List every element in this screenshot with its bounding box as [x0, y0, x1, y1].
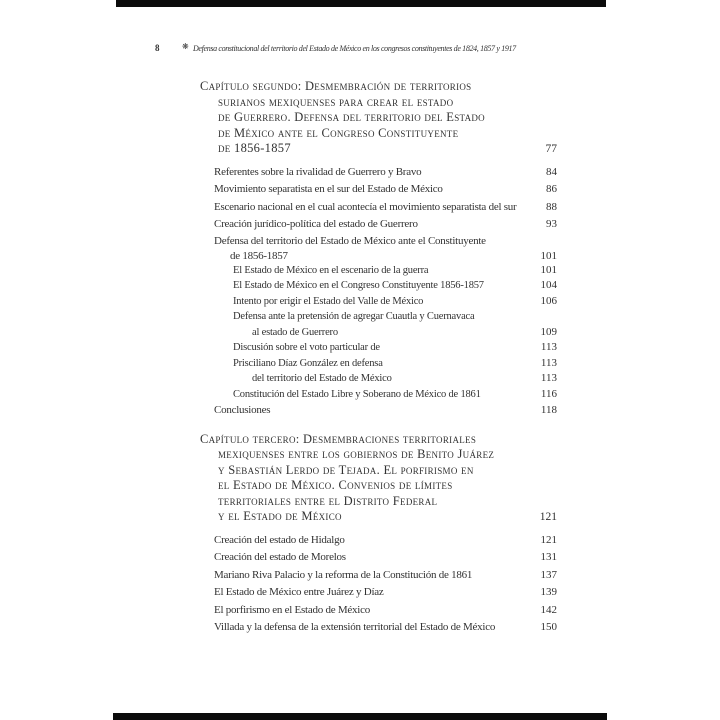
running-header: [155, 42, 595, 56]
toc-entry: [200, 325, 557, 341]
toc-entry-page-number: 104: [540, 279, 557, 291]
toc-chapter-heading-line: [200, 126, 557, 142]
toc-entry-page-number: 121: [540, 533, 557, 546]
toc-entry-text: Intento por erigir el Estado del Valle de México: [233, 295, 424, 307]
toc-chapter-heading-line-text: y el Estado de México: [218, 509, 342, 523]
toc-entry-page-number: 139: [540, 586, 557, 598]
toc-entry-text: El Estado de México en el escenario de la guerra: [233, 264, 429, 276]
toc-entry-text: Conclusiones: [214, 404, 271, 416]
toc-entry: [200, 549, 557, 567]
toc-entry-page-number: 113: [540, 356, 557, 369]
toc-entry-text: Villada y la defensa de la extensión territorial del Estado de México: [214, 621, 496, 633]
toc-chapter-heading-line: [200, 141, 557, 158]
toc-chapter-heading-line: [200, 478, 557, 494]
toc-entry-page-number: 113: [540, 372, 557, 384]
toc-entry: [200, 356, 557, 372]
toc-entry-page-number: 88: [546, 200, 557, 213]
toc-chapter-heading-line: [200, 494, 557, 510]
toc-entry-text: Movimiento separatista en el sur del Estado de México: [214, 183, 443, 195]
running-head-title: Defensa constitucional del territorio del Estado de México en los congresos constituyentes de 1824, 1857 y 1917: [193, 44, 516, 53]
toc-entry-text: El Estado de México entre Juárez y Díaz: [214, 586, 384, 598]
toc-entry-page-number: 101: [540, 263, 557, 276]
toc-entry-text: Escenario nacional en el cual acontecía el movimiento separatista del sur: [214, 200, 517, 213]
toc-entry-page-number: 118: [540, 404, 557, 416]
toc-chapter-heading-line: [200, 95, 557, 111]
toc-entry: [200, 263, 557, 279]
toc-entry: [200, 164, 557, 182]
toc-entry-page-number: 137: [540, 568, 557, 581]
toc-entry-page-number: 109: [540, 325, 557, 338]
toc-entry: [200, 181, 557, 199]
toc-entry: [200, 584, 557, 602]
toc-entry-page-number: 93: [546, 218, 557, 230]
toc-section: [200, 79, 557, 420]
toc: [200, 79, 557, 637]
toc-entry: [200, 619, 557, 637]
toc-chapter-heading-line-text: y Sebastián Lerdo de Tejada. El porfirismo en: [218, 462, 474, 477]
toc-entry: [200, 567, 557, 585]
toc-entry-text: Defensa del territorio del Estado de México ante el Constituyente: [214, 234, 486, 247]
toc-chapter-heading-line-page-number: 77: [545, 143, 557, 155]
toc-entry: [200, 309, 557, 325]
toc-entry-text: Creación jurídico-política del estado de Guerrero: [214, 218, 418, 230]
toc-entry-text: al estado de Guerrero: [252, 326, 338, 338]
toc-entry-page-number: 106: [540, 294, 557, 307]
toc-entry: [200, 294, 557, 310]
toc-entry: [200, 371, 557, 387]
toc-chapter-heading-line-text: el Estado de México. Convenios de límites: [218, 478, 453, 492]
toc-entry-text: del territorio del Estado de México: [252, 373, 392, 384]
scan-edge-top: [116, 0, 606, 7]
toc-entry: [200, 532, 557, 550]
toc-entry-text: Creación del estado de Hidalgo: [214, 533, 345, 546]
toc-entry-page-number: 131: [540, 551, 557, 563]
toc-chapter-heading-line: [200, 432, 557, 448]
toc-entry: [200, 234, 557, 249]
toc-entry-text: Mariano Riva Palacio y la reforma de la Constitución de 1861: [214, 568, 473, 581]
toc-entry: [200, 602, 557, 620]
toc-entry: [200, 340, 557, 356]
toc-entry-page-number: 116: [540, 387, 557, 400]
page-number: 8: [155, 43, 160, 53]
toc-chapter-heading-line-text: de México ante el Congreso Constituyente: [218, 125, 459, 140]
toc-entry-page-number: 84: [546, 165, 557, 178]
toc-chapter-heading-line: [200, 447, 557, 463]
toc-entries: [200, 164, 557, 420]
toc-chapter-heading-line: [200, 509, 557, 526]
toc-entry: [200, 199, 557, 217]
toc-entry-page-number: 113: [540, 341, 557, 353]
toc-entry-text: El Estado de México en el Congreso Constituyente 1856-1857: [233, 280, 484, 291]
fleuron-ornament-icon: ❋: [182, 42, 189, 51]
toc-entry: [200, 402, 557, 420]
toc-entry-page-number: 150: [540, 621, 557, 633]
toc-chapter-heading-line-text: de 1856-1857: [218, 141, 291, 155]
toc-entry-text: de 1856-1857: [230, 249, 288, 262]
toc-chapter-heading-line: [200, 110, 557, 126]
toc-chapter-heading-line-text: de Guerrero. Defensa del territorio del Estado: [218, 110, 485, 124]
toc-chapter-heading-line-text: territoriales entre el Distrito Federal: [218, 493, 438, 508]
toc-entry-text: Creación del estado de Morelos: [214, 551, 346, 563]
toc-chapter-heading-line: [200, 463, 557, 479]
toc-entry-text: El porfirismo en el Estado de México: [214, 603, 370, 616]
toc-entry-text: Referentes sobre la rivalidad de Guerrero y Bravo: [214, 165, 422, 178]
toc-entry: [200, 278, 557, 294]
toc-chapter-heading-line: [200, 79, 557, 95]
scan-edge-bottom: [113, 713, 607, 720]
toc-entry-page-number: 101: [540, 249, 557, 262]
toc-entries: [200, 532, 557, 637]
toc-entry: [200, 387, 557, 403]
toc-chapter-heading-line-page-number: 121: [539, 511, 557, 523]
toc-chapter-heading-line-text: Capítulo segundo: Desmembración de territorios: [200, 79, 472, 93]
toc-chapter-heading-line-text: Capítulo tercero: Desmembraciones territoriales: [200, 431, 477, 446]
toc-entry-page-number: 86: [546, 183, 557, 195]
toc-entry: [200, 249, 557, 263]
toc-entry: [200, 216, 557, 234]
toc-entry-text: Discusión sobre el voto particular de: [233, 342, 380, 353]
toc-chapter-heading-line-text: mexiquenses entre los gobiernos de Benito Juárez: [218, 447, 495, 461]
toc-entry-text: Constitución del Estado Libre y Soberano de México de 1861: [233, 388, 481, 400]
toc-entry-page-number: 142: [540, 603, 557, 616]
toc-chapter-heading-line-text: surianos mexiquenses para crear el estado: [218, 94, 454, 109]
toc-entry-text: Defensa ante la pretensión de agregar Cuautla y Cuernavaca: [233, 311, 475, 322]
toc-entry-text: Prisciliano Díaz González en defensa: [233, 357, 383, 369]
toc-section: [200, 432, 557, 637]
